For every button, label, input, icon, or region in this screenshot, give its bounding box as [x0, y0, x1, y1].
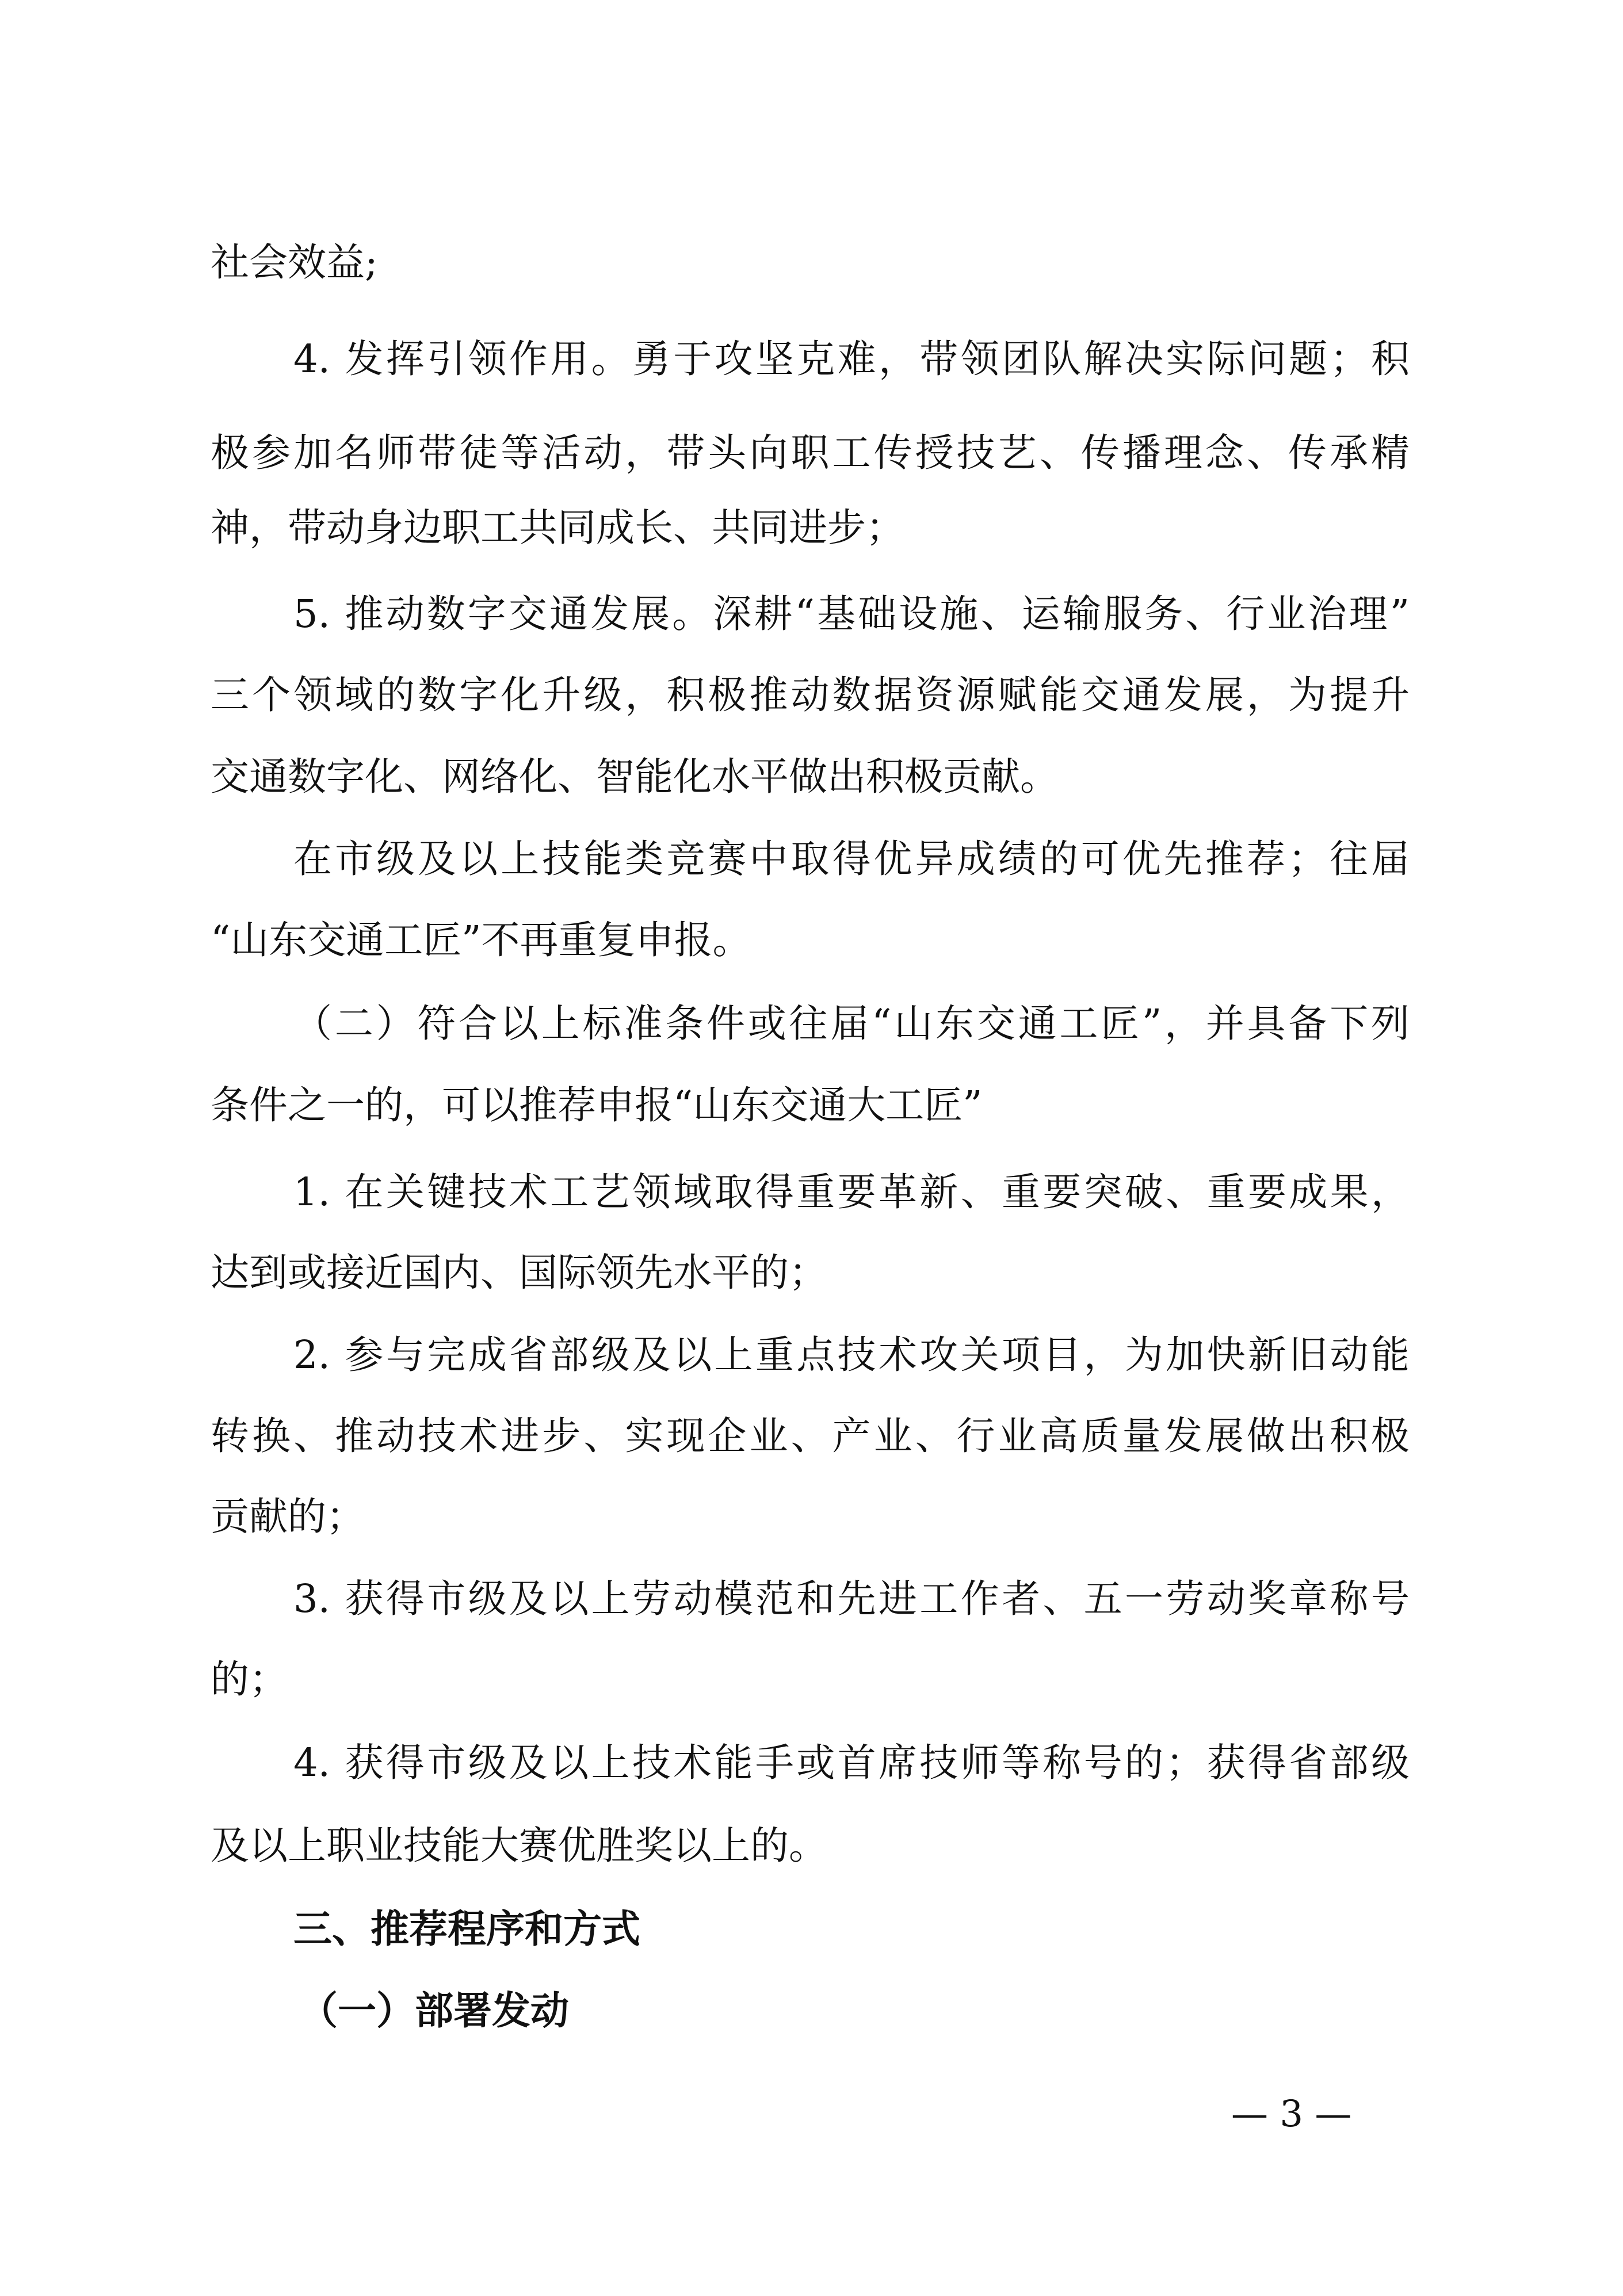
- subsection-heading: （一）部署发动: [299, 1988, 569, 2033]
- page-number: — 3 —: [1231, 2093, 1352, 2135]
- text-line: 4. 获得市级及以上技术能手或首席技师等称号的；获得省部级: [293, 1740, 1410, 1785]
- text-line: 在市级及以上技能类竞赛中取得优异成绩的可优先推荐；往届: [293, 836, 1410, 881]
- text-line: “山东交通工匠”不再重复申报。: [211, 918, 751, 962]
- text-line: 3. 获得市级及以上劳动模范和先进工作者、五一劳动奖章称号: [293, 1576, 1410, 1621]
- text-line: 达到或接近国内、国际领先水平的；: [211, 1250, 827, 1295]
- text-line: 三个领域的数字化升级，积极推动数据资源赋能交通发展，为提升: [211, 673, 1410, 717]
- section-heading: 三、推荐程序和方式: [293, 1907, 640, 1951]
- text-line: 4. 发挥引领作用。勇于攻坚克难，带领团队解决实际问题；积: [293, 337, 1410, 381]
- text-line: 条件之一的，可以推荐申报“山东交通大工匠”: [211, 1083, 983, 1128]
- text-line: 转换、推动技术进步、实现企业、产业、行业高质量发展做出积极: [211, 1413, 1410, 1458]
- text-line: 贡献的；: [211, 1494, 365, 1539]
- text-line: 的；: [211, 1657, 288, 1702]
- text-line: 神，带动身边职工共同成长、共同进步；: [211, 505, 904, 550]
- text-line: 社会效益;: [211, 240, 378, 285]
- text-line: 交通数字化、网络化、智能化水平做出积极贡献。: [211, 754, 1059, 799]
- text-line: 及以上职业技能大赛优胜奖以上的。: [211, 1823, 827, 1868]
- text-line: 2. 参与完成省部级及以上重点技术攻关项目，为加快新旧动能: [293, 1332, 1410, 1377]
- text-line: 极参加名师带徒等活动，带头向职工传授技艺、传播理念、传承精: [211, 430, 1410, 475]
- text-line: 5. 推动数字交通发展。深耕“基础设施、运输服务、行业治理”: [293, 591, 1410, 636]
- text-line: 1. 在关键技术工艺领域取得重要革新、重要突破、重要成果，: [293, 1170, 1410, 1214]
- text-line: （二）符合以上标准条件或往届“山东交通工匠”，并具备下列: [293, 1001, 1410, 1046]
